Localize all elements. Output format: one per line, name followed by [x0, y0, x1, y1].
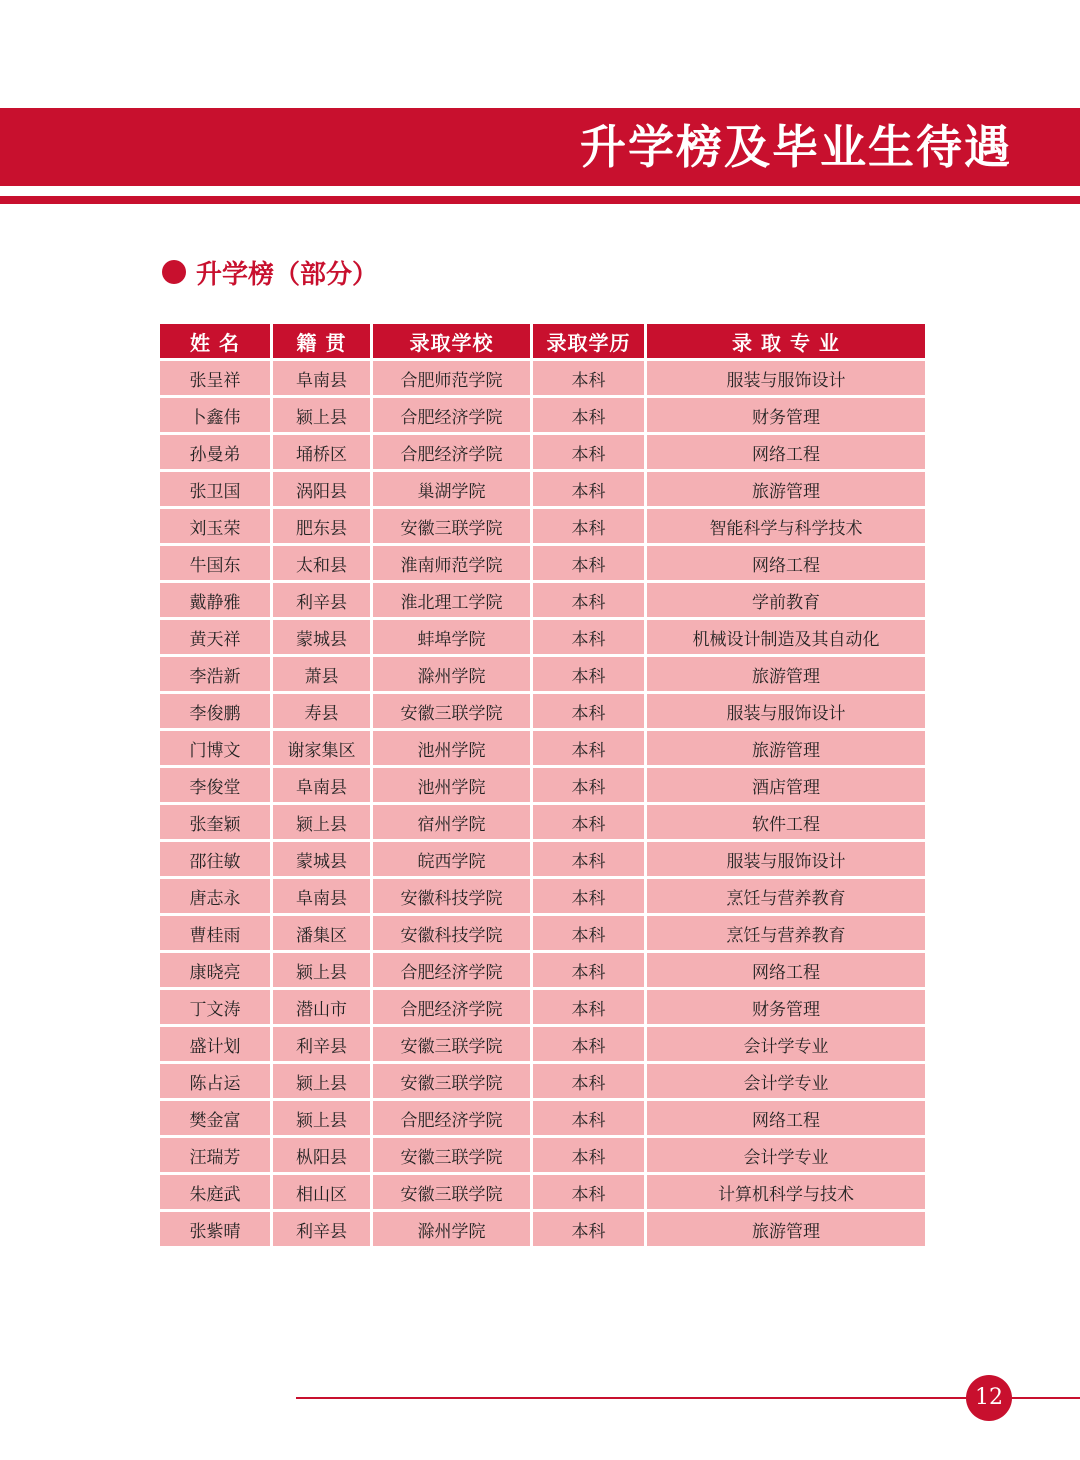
cell-degree: 本科 [533, 361, 644, 395]
cell-major: 机械设计制造及其自动化 [647, 620, 925, 654]
table-row [160, 1027, 925, 1061]
cell-hometown: 颍上县 [273, 1101, 370, 1135]
cell-hometown: 利辛县 [273, 583, 370, 617]
cell-major: 财务管理 [647, 990, 925, 1024]
cell-school: 安徽三联学院 [373, 1175, 530, 1209]
cell-major: 财务管理 [647, 398, 925, 432]
table-row [160, 361, 925, 395]
cell-school: 安徽科技学院 [373, 916, 530, 950]
table-body [160, 361, 925, 1246]
cell-school: 合肥经济学院 [373, 435, 530, 469]
cell-degree: 本科 [533, 694, 644, 728]
cell-major: 烹饪与营养教育 [647, 916, 925, 950]
table-row [160, 546, 925, 580]
cell-degree: 本科 [533, 1027, 644, 1061]
cell-school: 淮北理工学院 [373, 583, 530, 617]
cell-school: 池州学院 [373, 731, 530, 765]
cell-major: 软件工程 [647, 805, 925, 839]
table-row [160, 398, 925, 432]
cell-hometown: 枞阳县 [273, 1138, 370, 1172]
cell-name: 盛计划 [160, 1027, 270, 1061]
cell-degree: 本科 [533, 1138, 644, 1172]
cell-hometown: 利辛县 [273, 1212, 370, 1246]
section-title: 升学榜（部分） [196, 259, 379, 290]
table-row [160, 1101, 925, 1135]
bullet-icon [162, 260, 186, 284]
table-row [160, 435, 925, 469]
cell-major: 计算机科学与技术 [647, 1175, 925, 1209]
cell-name: 张奎颖 [160, 805, 270, 839]
cell-degree: 本科 [533, 1101, 644, 1135]
cell-name: 唐志永 [160, 879, 270, 913]
cell-school: 安徽三联学院 [373, 1138, 530, 1172]
cell-school: 滁州学院 [373, 1212, 530, 1246]
cell-major: 旅游管理 [647, 472, 925, 506]
table-row [160, 1212, 925, 1246]
cell-school: 合肥经济学院 [373, 398, 530, 432]
cell-degree: 本科 [533, 398, 644, 432]
cell-major: 会计学专业 [647, 1027, 925, 1061]
table-row [160, 657, 925, 691]
column-header-name: 姓 名 [160, 324, 270, 358]
table-row [160, 1138, 925, 1172]
cell-major: 服装与服饰设计 [647, 694, 925, 728]
cell-school: 巢湖学院 [373, 472, 530, 506]
cell-school: 合肥经济学院 [373, 953, 530, 987]
cell-major: 旅游管理 [647, 731, 925, 765]
cell-name: 刘玉荣 [160, 509, 270, 543]
table-row [160, 583, 925, 617]
cell-hometown: 颍上县 [273, 398, 370, 432]
cell-degree: 本科 [533, 1175, 644, 1209]
cell-major: 服装与服饰设计 [647, 361, 925, 395]
cell-hometown: 阜南县 [273, 879, 370, 913]
cell-school: 合肥经济学院 [373, 990, 530, 1024]
table-row [160, 990, 925, 1024]
cell-name: 张呈祥 [160, 361, 270, 395]
table-row [160, 879, 925, 913]
cell-school: 宿州学院 [373, 805, 530, 839]
cell-major: 烹饪与营养教育 [647, 879, 925, 913]
section-heading [162, 252, 378, 292]
cell-name: 张紫晴 [160, 1212, 270, 1246]
cell-degree: 本科 [533, 805, 644, 839]
cell-school: 淮南师范学院 [373, 546, 530, 580]
cell-hometown: 埇桥区 [273, 435, 370, 469]
table-row [160, 694, 925, 728]
table-row [160, 805, 925, 839]
cell-school: 安徽三联学院 [373, 1064, 530, 1098]
cell-hometown: 阜南县 [273, 361, 370, 395]
admission-table [157, 321, 928, 1249]
cell-hometown: 相山区 [273, 1175, 370, 1209]
table-row [160, 842, 925, 876]
cell-name: 孙曼弟 [160, 435, 270, 469]
column-header-school: 录取学校 [373, 324, 530, 358]
cell-degree: 本科 [533, 916, 644, 950]
cell-hometown: 谢家集区 [273, 731, 370, 765]
cell-hometown: 阜南县 [273, 768, 370, 802]
cell-school: 安徽科技学院 [373, 879, 530, 913]
cell-school: 蚌埠学院 [373, 620, 530, 654]
cell-name: 朱庭武 [160, 1175, 270, 1209]
cell-degree: 本科 [533, 546, 644, 580]
cell-name: 李俊鹏 [160, 694, 270, 728]
cell-major: 服装与服饰设计 [647, 842, 925, 876]
table-row [160, 509, 925, 543]
cell-degree: 本科 [533, 583, 644, 617]
cell-school: 合肥师范学院 [373, 361, 530, 395]
table-row [160, 731, 925, 765]
cell-degree: 本科 [533, 842, 644, 876]
cell-major: 旅游管理 [647, 657, 925, 691]
cell-name: 黄天祥 [160, 620, 270, 654]
table-row [160, 768, 925, 802]
cell-hometown: 肥东县 [273, 509, 370, 543]
cell-major: 网络工程 [647, 953, 925, 987]
cell-major: 网络工程 [647, 435, 925, 469]
cell-hometown: 萧县 [273, 657, 370, 691]
cell-hometown: 颍上县 [273, 1064, 370, 1098]
cell-major: 会计学专业 [647, 1138, 925, 1172]
cell-school: 安徽三联学院 [373, 694, 530, 728]
cell-degree: 本科 [533, 620, 644, 654]
cell-degree: 本科 [533, 509, 644, 543]
column-header-major: 录 取 专 业 [647, 324, 925, 358]
cell-hometown: 潜山市 [273, 990, 370, 1024]
cell-hometown: 利辛县 [273, 1027, 370, 1061]
cell-name: 康晓亮 [160, 953, 270, 987]
cell-degree: 本科 [533, 472, 644, 506]
cell-degree: 本科 [533, 1212, 644, 1246]
cell-school: 皖西学院 [373, 842, 530, 876]
cell-degree: 本科 [533, 657, 644, 691]
page-title: 升学榜及毕业生待遇 [580, 120, 1012, 174]
cell-degree: 本科 [533, 953, 644, 987]
cell-hometown: 颍上县 [273, 805, 370, 839]
cell-name: 邵往敏 [160, 842, 270, 876]
cell-hometown: 太和县 [273, 546, 370, 580]
cell-name: 卜鑫伟 [160, 398, 270, 432]
cell-name: 戴静雅 [160, 583, 270, 617]
table-row [160, 953, 925, 987]
column-header-degree: 录取学历 [533, 324, 644, 358]
cell-name: 张卫国 [160, 472, 270, 506]
cell-degree: 本科 [533, 879, 644, 913]
column-header-hometown: 籍 贯 [273, 324, 370, 358]
cell-name: 陈占运 [160, 1064, 270, 1098]
cell-hometown: 颍上县 [273, 953, 370, 987]
cell-degree: 本科 [533, 990, 644, 1024]
cell-major: 会计学专业 [647, 1064, 925, 1098]
cell-name: 曹桂雨 [160, 916, 270, 950]
cell-school: 滁州学院 [373, 657, 530, 691]
table-row [160, 472, 925, 506]
header-divider [0, 196, 1080, 204]
page-number: 12 [966, 1375, 1012, 1421]
cell-major: 智能科学与科学技术 [647, 509, 925, 543]
header-banner [0, 108, 1080, 186]
cell-major: 旅游管理 [647, 1212, 925, 1246]
cell-degree: 本科 [533, 1064, 644, 1098]
table-row [160, 620, 925, 654]
cell-school: 池州学院 [373, 768, 530, 802]
cell-name: 李浩新 [160, 657, 270, 691]
cell-degree: 本科 [533, 435, 644, 469]
cell-degree: 本科 [533, 731, 644, 765]
cell-name: 牛国东 [160, 546, 270, 580]
cell-hometown: 蒙城县 [273, 620, 370, 654]
cell-hometown: 涡阳县 [273, 472, 370, 506]
table-row [160, 1064, 925, 1098]
cell-hometown: 蒙城县 [273, 842, 370, 876]
cell-school: 合肥经济学院 [373, 1101, 530, 1135]
cell-name: 李俊堂 [160, 768, 270, 802]
cell-major: 网络工程 [647, 1101, 925, 1135]
cell-name: 丁文涛 [160, 990, 270, 1024]
footer-divider [296, 1397, 1080, 1399]
table-row [160, 916, 925, 950]
cell-name: 汪瑞芳 [160, 1138, 270, 1172]
cell-hometown: 寿县 [273, 694, 370, 728]
cell-name: 门博文 [160, 731, 270, 765]
cell-major: 学前教育 [647, 583, 925, 617]
table-row [160, 1175, 925, 1209]
cell-degree: 本科 [533, 768, 644, 802]
table-header-row [160, 324, 925, 358]
cell-name: 樊金富 [160, 1101, 270, 1135]
cell-major: 酒店管理 [647, 768, 925, 802]
cell-school: 安徽三联学院 [373, 1027, 530, 1061]
cell-major: 网络工程 [647, 546, 925, 580]
cell-school: 安徽三联学院 [373, 509, 530, 543]
cell-hometown: 潘集区 [273, 916, 370, 950]
